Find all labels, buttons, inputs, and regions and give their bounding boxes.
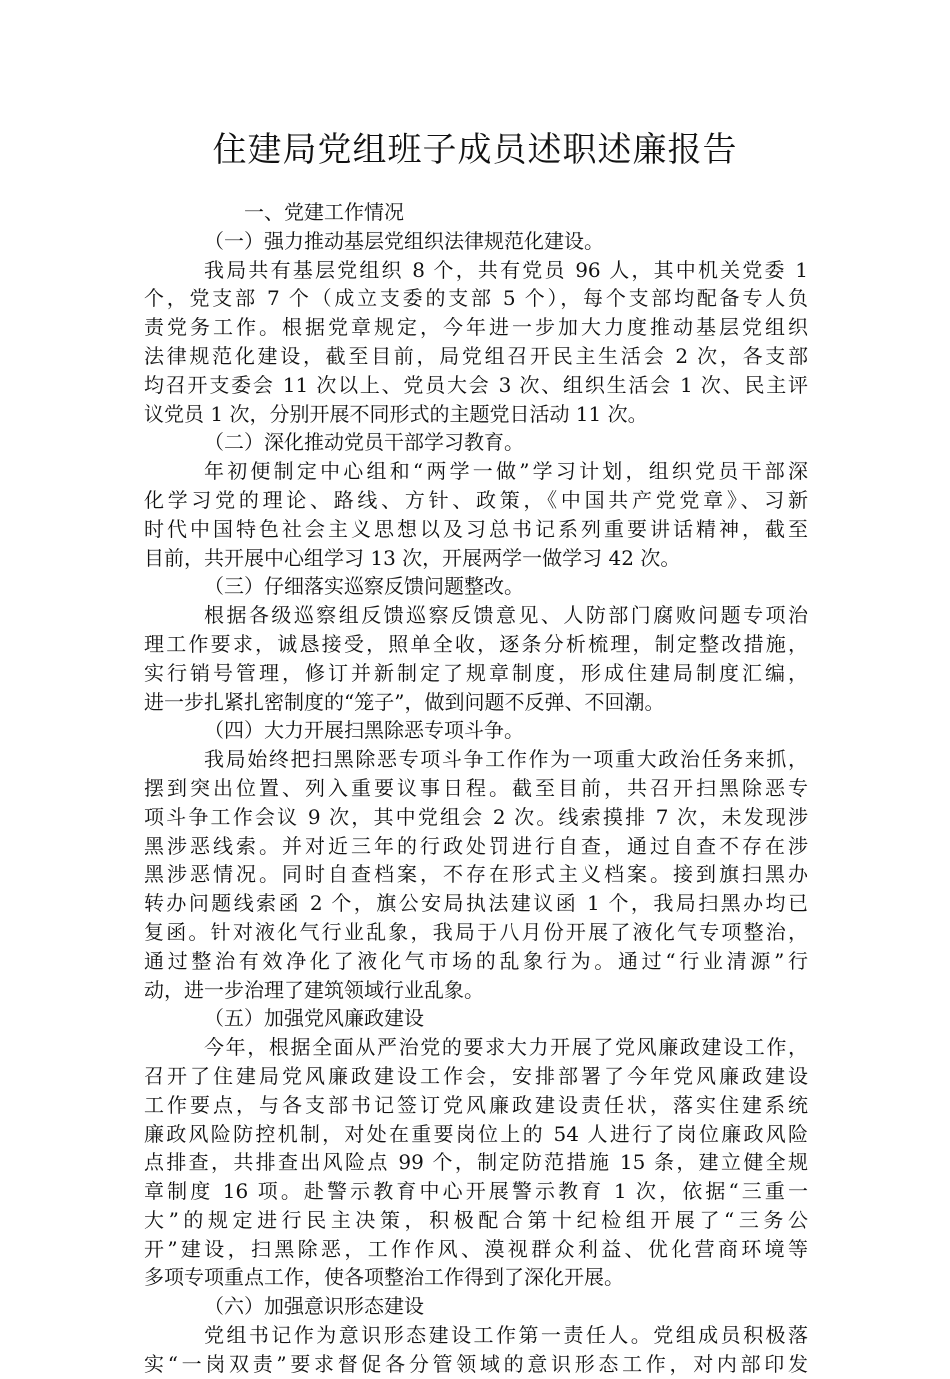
text-line: （二）深化推动党员干部学习教育。 xyxy=(204,430,524,455)
text-line: 均召开支委会 11 次以上、党员大会 3 次、组织生活会 1 次、民主评 xyxy=(144,372,808,397)
text-line: （六）加强意识形态建设 xyxy=(204,1294,424,1319)
text-line: 根据各级巡察组反馈巡察反馈意见、人防部门腐败问题专项治 xyxy=(204,603,808,628)
text-line: 大”的规定进行民主决策，积极配合第十纪检组开展了“三务公 xyxy=(144,1207,808,1232)
text-line: 章制度 16 项。赴警示教育中心开展警示教育 1 次，依据“三重一 xyxy=(144,1179,808,1204)
text-line: 法律规范化建设，截至目前，局党组召开民主生活会 2 次，各支部 xyxy=(144,343,808,368)
document-body xyxy=(144,198,808,1379)
text-line: 转办问题线索函 2 个，旗公安局执法建议函 1 个，我局扫黑办均已 xyxy=(144,891,808,916)
text-line: 摆到突出位置、列入重要议事日程。截至目前，共召开扫黑除恶专 xyxy=(144,775,808,800)
text-line: 党组书记作为意识形态建设工作第一责任人。党组成员积极落 xyxy=(204,1323,808,1348)
text-line: 项斗争工作会议 9 次，其中党组会 2 次。线索摸排 7 次，未发现涉 xyxy=(144,804,808,829)
text-line: 今年，根据全面从严治党的要求大力开展了党风廉政建设工作， xyxy=(204,1035,808,1060)
text-line: 动，进一步治理了建筑领域行业乱象。 xyxy=(144,977,484,1002)
text-line: 召开了住建局党风廉政建设工作会，安排部署了今年党风廉政建设 xyxy=(144,1063,808,1088)
text-line: 我局共有基层党组织 8 个，共有党员 96 人，其中机关党委 1 xyxy=(204,257,808,282)
text-line: 多项专项重点工作，使各项整治工作得到了深化开展。 xyxy=(144,1265,624,1290)
text-line: 实“一岗双责”要求督促各分管领域的意识形态工作，对内部印发 xyxy=(144,1351,808,1376)
text-line: 实行销号管理，修订并新制定了规章制度，形成住建局制度汇编， xyxy=(144,660,808,685)
text-line: 目前，共开展中心组学习 13 次，开展两学一做学习 42 次。 xyxy=(144,545,681,570)
text-line: （四）大力开展扫黑除恶专项斗争。 xyxy=(204,718,524,743)
text-line: 工作要点，与各支部书记签订党风廉政建设责任状，落实住建系统 xyxy=(144,1092,808,1117)
text-line: 一、党建工作情况 xyxy=(244,200,404,224)
text-line: （一）强力推动基层党组织法律规范化建设。 xyxy=(204,228,604,253)
text-line: 黑涉恶线索。并对近三年的行政处罚进行自查，通过自查不存在涉 xyxy=(144,833,808,858)
text-line: 廉政风险防控机制，对处在重要岗位上的 54 人进行了岗位廉政风险 xyxy=(144,1121,808,1146)
text-line: 时代中国特色社会主义思想以及习总书记系列重要讲话精神，截至 xyxy=(144,516,808,541)
text-line: （三）仔细落实巡察反馈问题整改。 xyxy=(204,574,524,599)
text-line: 通过整治有效净化了液化气市场的乱象行为。通过“行业清源”行 xyxy=(144,948,808,973)
text-line: 个，党支部 7 个（成立支委的支部 5 个），每个支部均配备专人负 xyxy=(144,286,808,311)
text-line: 进一步扎紧扎密制度的“笼子”，做到问题不反弹、不回潮。 xyxy=(144,689,665,714)
text-line: 复函。针对液化气行业乱象，我局于八月份开展了液化气专项整治， xyxy=(144,919,808,944)
text-line: 开”建设，扫黑除恶，工作作风、漠视群众利益、优化营商环境等 xyxy=(144,1236,808,1261)
text-line: 责党务工作。根据党章规定，今年进一步加大力度推动基层党组织 xyxy=(144,315,808,340)
text-line: 化学习党的理论、路线、方针、政策，《中国共产党党章》、习新 xyxy=(144,487,808,512)
text-line: 年初便制定中心组和“两学一做”学习计划，组织党员干部深 xyxy=(204,459,808,484)
text-line: 黑涉恶情况。同时自查档案，不存在形式主义档案。接到旗扫黑办 xyxy=(144,862,808,887)
text-line: 点排查，共排查出风险点 99 个，制定防范措施 15 条，建立健全规 xyxy=(144,1150,808,1175)
text-line: 理工作要求，诚恳接受，照单全收，逐条分析梳理，制定整改措施， xyxy=(144,631,808,656)
text-line: 议党员 1 次，分别开展不同形式的主题党日活动 11 次。 xyxy=(144,401,648,426)
text-line: 我局始终把扫黑除恶专项斗争工作作为一项重大政治任务来抓， xyxy=(204,747,808,772)
text-line: （五）加强党风廉政建设 xyxy=(204,1006,424,1031)
document-title: 住建局党组班子成员述职述廉报告 xyxy=(212,130,738,170)
